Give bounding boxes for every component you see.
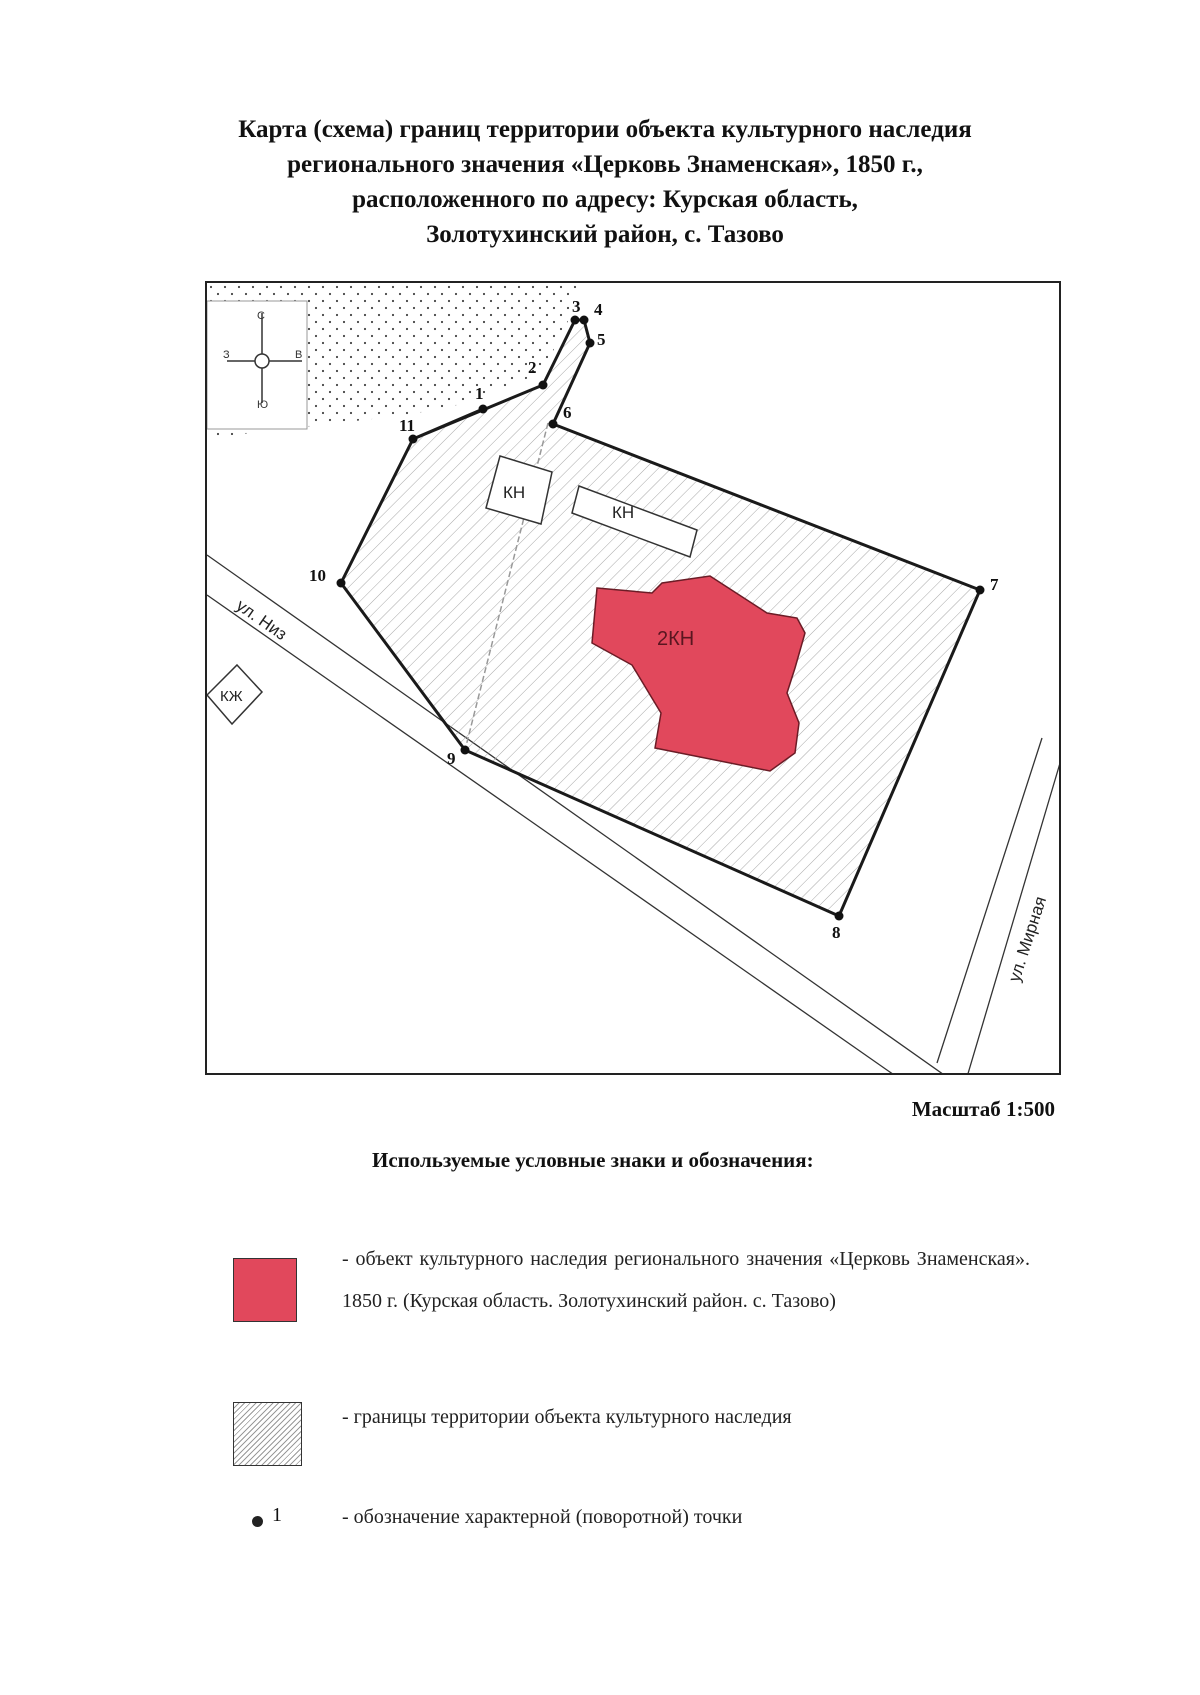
compass-south: Ю	[257, 399, 269, 411]
label-kn-2: КН	[612, 503, 635, 522]
title-line: Золотухинский район, с. Тазово	[426, 221, 784, 248]
point-dot-icon	[252, 1516, 263, 1527]
turning-point-label: 8	[832, 923, 841, 942]
map-frame	[205, 281, 1061, 1075]
red-square-icon	[233, 1258, 297, 1322]
turning-point-marker	[479, 405, 488, 414]
turning-point-label: 11	[399, 416, 416, 435]
label-street-mirnaya: ул. Мирная	[1004, 894, 1051, 985]
legend-text: - границы территории объекта культурного наследия	[342, 1406, 792, 1428]
hatched-square-icon	[233, 1402, 302, 1466]
turning-point-label: 6	[563, 403, 572, 422]
point-number: 1	[272, 1504, 282, 1526]
turning-point-label: 7	[990, 575, 999, 594]
title-line: Карта (схема) границ территории объекта культурного наследия	[238, 116, 972, 143]
turning-point-marker	[976, 586, 985, 595]
map-title	[150, 112, 1060, 252]
label-street-niz: ул. Низ	[232, 595, 291, 645]
title-line: расположенного по адресу: Курская область,	[352, 186, 858, 213]
turning-point-label: 3	[572, 297, 581, 316]
legend-text: - обозначение характерной (поворотной) точки	[342, 1506, 743, 1528]
turning-point-label: 1	[475, 384, 484, 403]
title-line: регионального значения «Церковь Знаменская», 1850 г.,	[287, 151, 923, 178]
turning-point-marker	[549, 420, 558, 429]
compass-north: С	[257, 310, 265, 322]
legend-title: Используемые условные знаки и обозначения:	[372, 1148, 814, 1172]
label-kzh: КЖ	[220, 688, 243, 705]
turning-point-label: 9	[447, 749, 456, 768]
label-kn-1: КН	[503, 483, 526, 502]
boundary-map	[207, 283, 1061, 1075]
turning-point-marker	[835, 912, 844, 921]
legend-text: - объект культурного наследия регионального значения «Церковь Знаменская». 1850 г. (Курская область. Золотухинский район. с. Тазово)	[342, 1248, 1030, 1312]
turning-point-marker	[571, 316, 580, 325]
turning-point-marker	[580, 316, 589, 325]
turning-point-label: 4	[594, 300, 603, 319]
compass-west: З	[223, 349, 230, 361]
turning-point-marker	[461, 746, 470, 755]
turning-point-label: 2	[528, 358, 537, 377]
map-scale: Масштаб 1:500	[911, 1097, 1055, 1121]
label-church: 2КН	[657, 628, 695, 650]
compass-east: В	[295, 349, 303, 361]
turning-point-marker	[586, 339, 595, 348]
turning-point-marker	[337, 579, 346, 588]
turning-point-marker	[539, 381, 548, 390]
turning-point-marker	[409, 435, 418, 444]
turning-point-label: 5	[597, 330, 606, 349]
turning-point-label: 10	[309, 566, 326, 585]
